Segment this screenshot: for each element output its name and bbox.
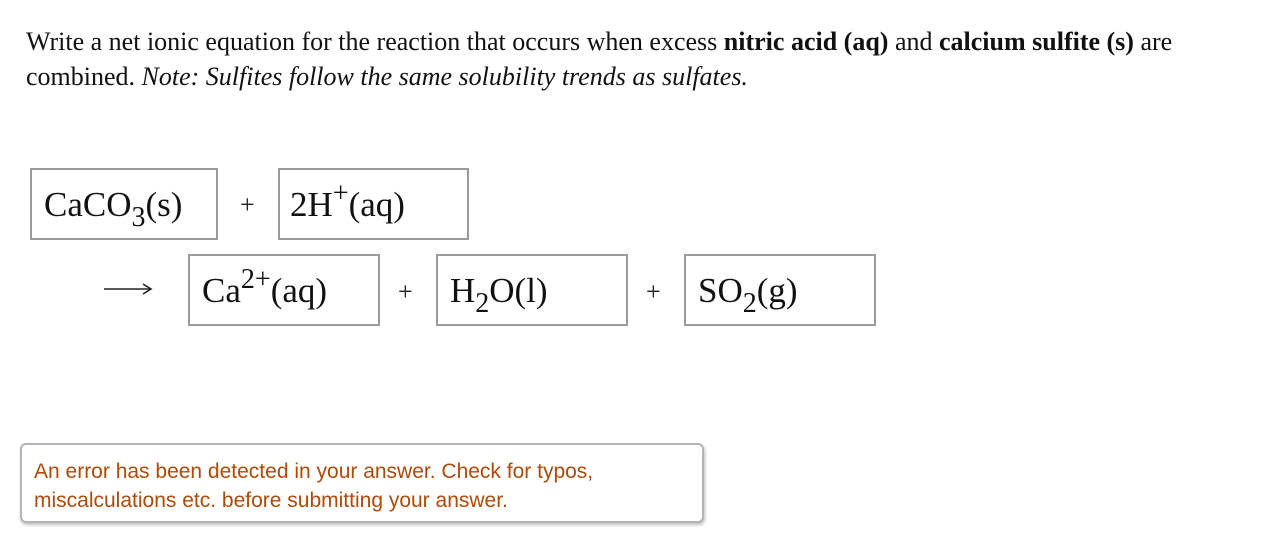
product-2-formula: H: [450, 271, 476, 310]
error-message: An error has been detected in your answer. Check for typos, miscalculations etc. before submitting your answer.: [34, 460, 594, 512]
right-arrow-icon: [104, 281, 154, 297]
product-2-subscript: 2: [475, 288, 490, 319]
reactant-1-formula: CaCO: [44, 185, 132, 224]
reactant-1-subscript: 3: [131, 202, 146, 233]
product-3-subscript: 2: [742, 288, 757, 319]
product-3-state: (g): [756, 271, 798, 310]
product-3-field[interactable]: [684, 254, 876, 326]
reagent-calcium-sulfite: calcium sulfite (s): [939, 27, 1134, 56]
product-1-state: (aq): [270, 271, 328, 310]
reactant-2-state: (aq): [348, 185, 405, 224]
question-after: are combined.: [26, 27, 1173, 91]
reactant-2-field[interactable]: [278, 168, 469, 240]
question-intro: Write a net ionic equation for the reaction that occurs when excess: [26, 27, 724, 56]
reactant-1-state: (s): [145, 185, 183, 224]
product-1-field[interactable]: [188, 254, 380, 326]
plus-sign-3: +: [646, 277, 661, 306]
reactant-2-formula: 2H: [290, 185, 333, 224]
question-text: [26, 24, 1226, 94]
product-2-state: O(l): [489, 271, 548, 310]
reagent-nitric-acid: nitric acid (aq): [723, 27, 889, 56]
reactant-2-superscript: +: [332, 178, 349, 209]
product-2-field[interactable]: [436, 254, 628, 326]
product-1-formula: Ca: [202, 271, 241, 310]
plus-sign-1: +: [240, 190, 255, 219]
product-1-superscript: 2+: [240, 264, 271, 295]
question-note: Note: Sulfites follow the same solubility trends as sulfates.: [141, 62, 748, 91]
product-3-formula: SO: [698, 271, 743, 310]
question-and: and: [888, 27, 939, 56]
plus-sign-2: +: [398, 277, 413, 306]
reactant-1-field[interactable]: [30, 168, 218, 240]
error-alert: [20, 443, 704, 523]
